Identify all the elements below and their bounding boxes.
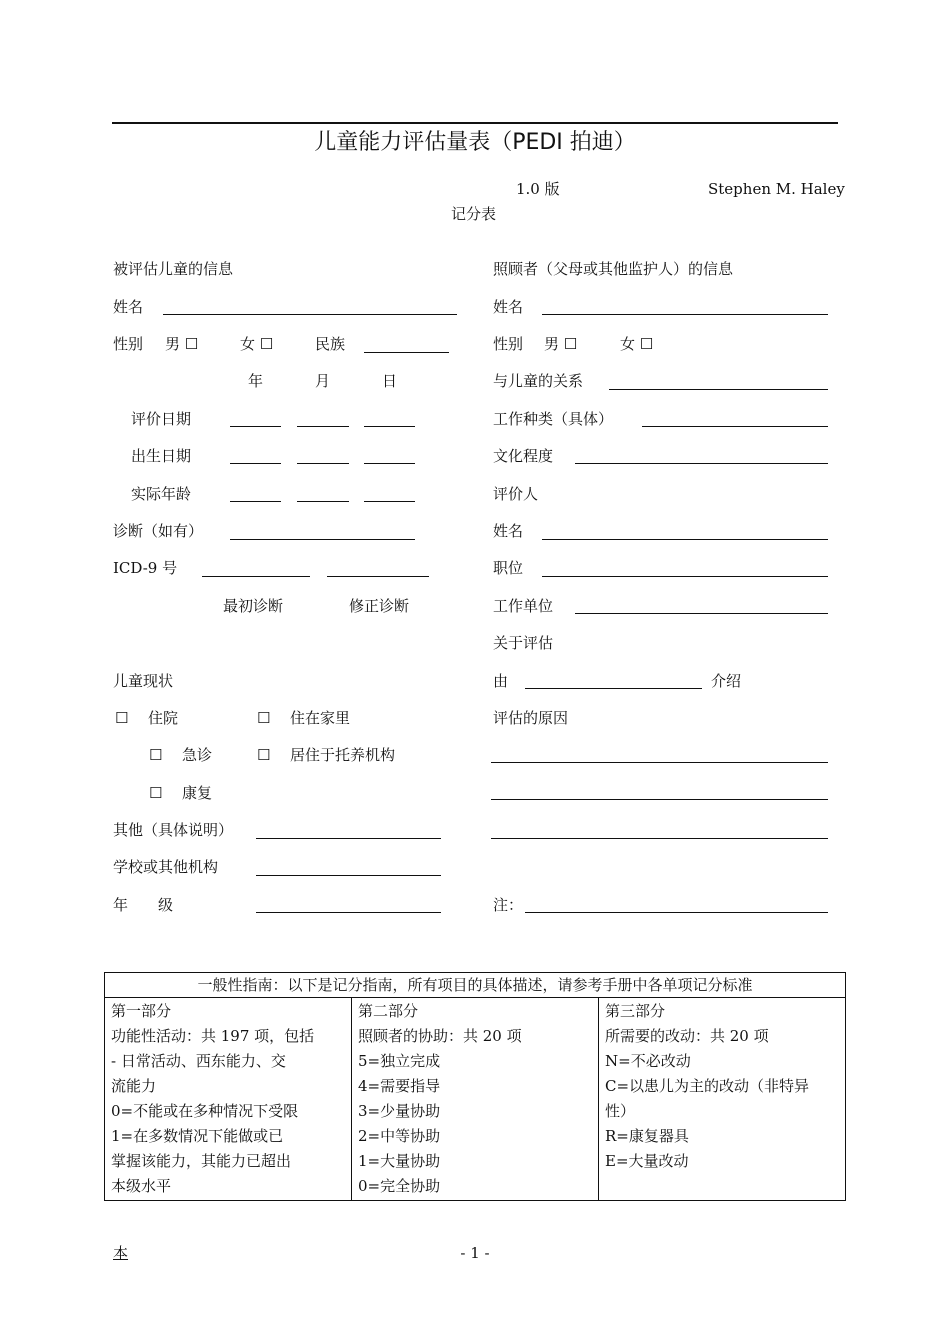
- school-label: 学校或其他机构: [113, 858, 219, 876]
- reason-line-1[interactable]: [491, 762, 828, 763]
- part1-title: 第一部分: [111, 1002, 172, 1020]
- grade-label: 年 级: [113, 896, 174, 914]
- caregiver-female-option[interactable]: [620, 335, 653, 353]
- child-male-option[interactable]: [165, 335, 198, 353]
- child-female-option[interactable]: [240, 335, 273, 353]
- birth-date-month[interactable]: [297, 463, 349, 464]
- day-header: 日: [382, 372, 398, 390]
- birth-date-label: 出生日期: [131, 447, 192, 465]
- author-label: Stephen M. Haley: [708, 180, 845, 198]
- status-rehab-option[interactable]: [149, 784, 162, 802]
- female-label: 女: [620, 335, 636, 353]
- caregiver-gender-label: 性别: [493, 335, 524, 353]
- foster-label: 居住于托养机构: [290, 746, 396, 764]
- home-checkbox[interactable]: ☐: [257, 709, 271, 727]
- diagnosis-field[interactable]: [230, 539, 415, 540]
- other-field[interactable]: [256, 838, 441, 839]
- status-title: 儿童现状: [113, 672, 174, 690]
- home-label: 住在家里: [290, 709, 351, 727]
- version-label: 1.0 版: [516, 180, 560, 198]
- part2-line: 照顾者的协助：共 20 项: [358, 1027, 522, 1045]
- emergency-checkbox[interactable]: ☐: [149, 746, 163, 764]
- part1-line: 本级水平: [111, 1177, 172, 1195]
- month-header: 月: [315, 372, 331, 390]
- initial-dx-caption: 最初诊断: [223, 597, 284, 615]
- reason-label: 评估的原因: [493, 709, 569, 727]
- other-label: 其他（具体说明）: [113, 821, 234, 839]
- note-field[interactable]: [525, 912, 828, 913]
- referral-field[interactable]: [525, 688, 702, 689]
- eval-date-label: 评价日期: [131, 410, 192, 428]
- scoring-guide-table: [104, 972, 846, 1201]
- icd-label: ICD-9 号: [113, 559, 178, 577]
- diagnosis-label: 诊断（如有）: [113, 522, 204, 540]
- part3-line: 性）: [605, 1102, 636, 1120]
- part1-line: 流能力: [111, 1077, 157, 1095]
- rehab-label: 康复: [182, 784, 213, 802]
- birth-date-day[interactable]: [364, 463, 415, 464]
- guide-part3: [599, 998, 846, 1201]
- caregiver-section-title: 照顾者（父母或其他监护人）的信息: [493, 260, 734, 278]
- icd-initial-field[interactable]: [202, 576, 310, 577]
- referral-label: 介绍: [711, 672, 742, 690]
- status-inpatient-option[interactable]: [115, 709, 128, 727]
- caregiver-male-option[interactable]: [544, 335, 577, 353]
- inpatient-checkbox[interactable]: ☐: [115, 709, 129, 727]
- title-rule: [112, 122, 838, 124]
- job-field[interactable]: [642, 426, 828, 427]
- actual-age-month[interactable]: [297, 501, 349, 502]
- female-checkbox[interactable]: ☐: [259, 335, 274, 353]
- part3-line: N=不必改动: [605, 1052, 691, 1070]
- part3-line: 所需要的改动：共 20 项: [605, 1027, 769, 1045]
- school-field[interactable]: [256, 875, 441, 876]
- evaluator-section-title: 评价人: [493, 485, 539, 503]
- child-gender-label: 性别: [113, 335, 144, 353]
- relation-label: 与儿童的关系: [493, 372, 584, 390]
- child-section-title: 被评估儿童的信息: [113, 260, 234, 278]
- evaluator-workplace-label: 工作单位: [493, 597, 554, 615]
- rehab-checkbox[interactable]: ☐: [149, 784, 163, 802]
- evaluator-workplace-field[interactable]: [575, 613, 828, 614]
- evaluator-name-label: 姓名: [493, 522, 524, 540]
- reason-line-2[interactable]: [491, 799, 828, 800]
- part2-line: 3=少量协助: [358, 1102, 441, 1120]
- note-label: 注：: [493, 896, 524, 914]
- male-label: 男: [165, 335, 181, 353]
- part2-title: 第二部分: [358, 1002, 419, 1020]
- male-checkbox[interactable]: ☐: [184, 335, 199, 353]
- ethnicity-field[interactable]: [364, 352, 449, 353]
- caregiver-name-field[interactable]: [542, 314, 828, 315]
- inpatient-label: 住院: [148, 709, 179, 727]
- status-foster-option[interactable]: [257, 746, 270, 764]
- icd-revised-field[interactable]: [327, 576, 429, 577]
- education-label: 文化程度: [493, 447, 554, 465]
- part1-line: - 日常活动、西东能力、交: [111, 1052, 286, 1070]
- status-home-option[interactable]: [257, 709, 270, 727]
- eval-date-day[interactable]: [364, 426, 415, 427]
- reason-line-3[interactable]: [491, 838, 828, 839]
- evaluator-name-field[interactable]: [542, 539, 828, 540]
- female-label: 女: [240, 335, 256, 353]
- footer-left-mark: 本: [113, 1244, 129, 1262]
- by-label: 由: [493, 672, 509, 690]
- part2-line: 0=完全协助: [358, 1177, 441, 1195]
- guide-part2: [352, 998, 599, 1201]
- part2-line: 5=独立完成: [358, 1052, 441, 1070]
- eval-date-year[interactable]: [230, 426, 281, 427]
- birth-date-year[interactable]: [230, 463, 281, 464]
- emergency-label: 急诊: [182, 746, 213, 764]
- caregiver-name-label: 姓名: [493, 298, 524, 316]
- revised-dx-caption: 修正诊断: [349, 597, 410, 615]
- eval-date-month[interactable]: [297, 426, 349, 427]
- part1-line: 0=不能或在多种情况下受限: [111, 1102, 299, 1120]
- part1-line: 掌握该能力，其能力已超出: [111, 1152, 292, 1170]
- part3-title: 第三部分: [605, 1002, 666, 1020]
- ethnicity-label: 民族: [315, 335, 346, 353]
- relation-field[interactable]: [609, 389, 828, 390]
- part1-line: 功能性活动：共 197 项，包括: [111, 1027, 315, 1045]
- actual-age-day[interactable]: [364, 501, 415, 502]
- page-number: - 1 -: [460, 1244, 490, 1262]
- guide-part1: [105, 998, 352, 1201]
- foster-checkbox[interactable]: ☐: [257, 746, 271, 764]
- part3-line: R=康复器具: [605, 1127, 689, 1145]
- child-name-label: 姓名: [113, 298, 144, 316]
- part2-line: 4=需要指导: [358, 1077, 441, 1095]
- part1-line: 1=在多数情况下能做或已: [111, 1127, 284, 1145]
- grade-field[interactable]: [256, 912, 441, 913]
- status-emergency-option[interactable]: [149, 746, 162, 764]
- male-checkbox[interactable]: ☐: [563, 335, 578, 353]
- part2-line: 1=大量协助: [358, 1152, 441, 1170]
- page-title: 儿童能力评估量表（PEDI 拍迪）: [314, 130, 636, 155]
- job-label: 工作种类（具体）: [493, 410, 614, 428]
- subtitle-label: 记分表: [451, 205, 497, 223]
- year-header: 年: [248, 372, 264, 390]
- education-field[interactable]: [575, 463, 828, 464]
- part3-line: E=大量改动: [605, 1152, 689, 1170]
- male-label: 男: [544, 335, 560, 353]
- child-name-field[interactable]: [163, 314, 457, 315]
- female-checkbox[interactable]: ☐: [639, 335, 654, 353]
- part2-line: 2=中等协助: [358, 1127, 441, 1145]
- about-eval-title: 关于评估: [493, 634, 554, 652]
- guide-header: 一般性指南：以下是记分指南，所有项目的具体描述，请参考手册中各单项记分标准: [105, 973, 846, 998]
- evaluator-position-label: 职位: [493, 559, 524, 577]
- evaluator-position-field[interactable]: [542, 576, 828, 577]
- part3-line: C=以患儿为主的改动（非特异: [605, 1077, 810, 1095]
- actual-age-label: 实际年龄: [131, 485, 192, 503]
- actual-age-year[interactable]: [230, 501, 281, 502]
